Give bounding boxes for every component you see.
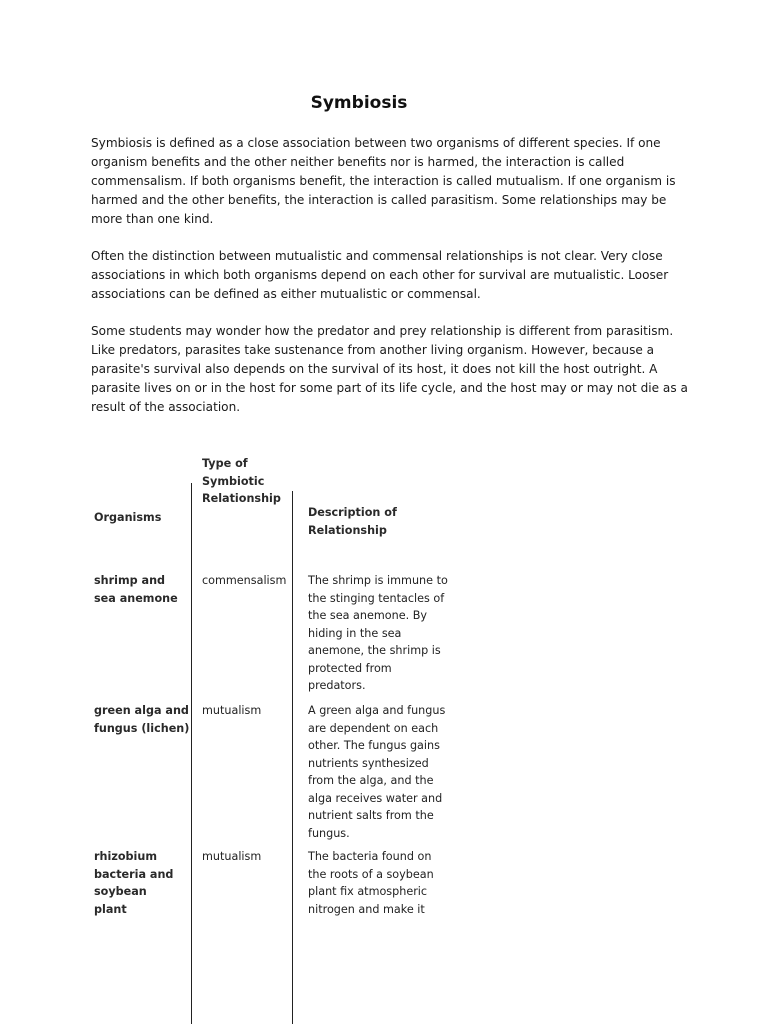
row-description: The shrimp is immune to the stinging tentacles of the sea anemone. By hiding in the sea anemone, the shrimp is protected from predators. (308, 574, 448, 692)
row-organisms: shrimp and sea anemone (94, 574, 178, 605)
row-type: commensalism (202, 574, 287, 587)
document-title: Symbiosis (310, 93, 408, 113)
row-description: A green alga and fungus are dependent on each other. The fungus gains nutrients synthesized from the alga, and the alga receives water and nutrient salts from the fungus. (308, 704, 446, 840)
header-organisms: Organisms (94, 511, 162, 524)
row-type: mutualism (202, 850, 262, 863)
header-type: Type of Symbiotic Relationship (202, 457, 281, 505)
table-column-divider (191, 483, 192, 1024)
row-description: The bacteria found on the roots of a soybean plant fix atmospheric nitrogen and make it (308, 850, 434, 916)
predator-prey-paragraph: Some students may wonder how the predator and prey relationship is different from parasitism. Like predators, parasites take sustenance from another living organism. However, because a parasite's survival also depends on the survival of its host, it does not kill the host outright. A parasite lives on or in the host for some part of its life cycle, and the host may or may not die as a result of the association. (91, 324, 688, 414)
row-organisms: green alga and fungus (lichen) (94, 704, 190, 735)
row-type: mutualism (202, 704, 262, 717)
distinction-paragraph: Often the distinction between mutualistic and commensal relationships is not clear. Very close associations in which both organisms depend on each other for survival are mutualistic. Looser associations can be defined as either mutualistic or commensal. (91, 249, 669, 301)
intro-paragraph: Symbiosis is defined as a close association between two organisms of different species. If one organism benefits and the other neither benefits nor is harmed, the interaction is called commensalism. If both organisms benefit, the interaction is called mutualism. If one organism is harmed and the other benefits, the interaction is called parasitism. Some relationships may be more than one kind. (91, 136, 676, 226)
row-organisms: rhizobium bacteria and soybean plant (94, 850, 174, 916)
header-description: Description of Relationship (308, 506, 397, 537)
table-column-divider (292, 491, 293, 1024)
